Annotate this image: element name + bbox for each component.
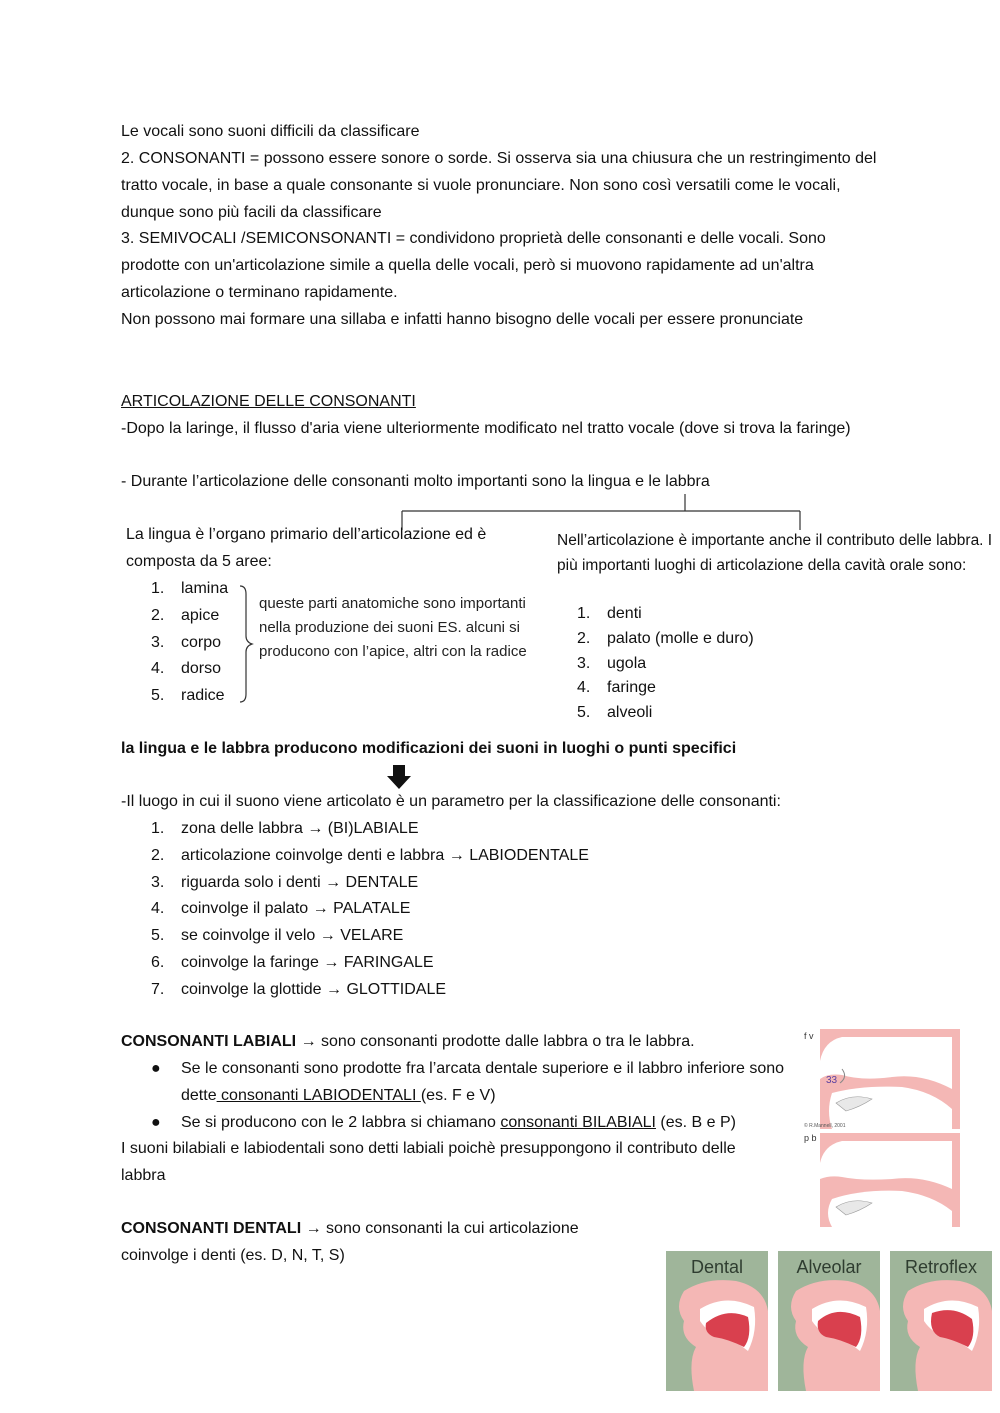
lingua-intro: La lingua è l’organo primario dell’articolazione ed è composta da 5 aree: [126, 526, 487, 570]
labbra-places-list [547, 602, 847, 726]
articolazione-point-1: -Dopo la laringe, il flusso d'aria viene ulteriormente modificato nel tratto vocale (dove si trova la faringe) [121, 420, 851, 437]
intro-consonanti-paragraph: 2. CONSONANTI = possono essere sonore o sorde. Si osserva sia una chiusura che un restringimento del tratto vocale, in base a quale consonante si vuole pronunciare. Non sono così versatili come le vocali, dunque sono più facili da classificare [121, 150, 877, 221]
intro-semivocali-paragraph: 3. SEMIVOCALI /SEMICONSONANTI = condividono proprietà delle consonanti e delle vocali. Sono prodotte con un'articolazione simile a quella delle vocali, però si muovono rapidamente ad un'altra articolazione o terminano rapidamente. [121, 230, 826, 301]
down-arrow-icon [386, 764, 412, 790]
panel-label-dental: Dental [690, 1257, 744, 1277]
list-item: 1. lamina [151, 580, 229, 597]
list-item: 3. riguarda solo i denti → DENTALE [151, 873, 419, 891]
fig-label-pb: p b [804, 1133, 817, 1143]
arrow-right-icon: → [326, 980, 342, 998]
labial-articulation-figure [802, 1029, 960, 1227]
lingua-areas-list [121, 576, 251, 710]
dental-alveolar-retroflex-figure [666, 1251, 992, 1391]
fig-credit: © R.Mannell, 2001 [804, 1123, 846, 1129]
labiali-definition: sono consonanti prodotte dalle labbra o tra le labbra. [321, 1033, 695, 1050]
bullet-icon: ● [151, 1060, 161, 1077]
arrow-right-icon: → [300, 1033, 317, 1050]
list-item: 3. corpo [151, 633, 222, 651]
list-item: 1. denti [577, 605, 642, 622]
panel-label-retroflex: Retroflex [904, 1257, 978, 1277]
arrow-right-icon: → [325, 873, 342, 891]
dentali-definition: sono consonanti la cui articolazione coinvolge i denti (es. D, N, T, S) [121, 1220, 579, 1264]
brace-note: queste parti anatomiche sono importanti nella produzione dei suoni ES. alcuni si producono con l’apice, altri con la radice [259, 595, 527, 660]
arrow-right-icon: → [323, 953, 340, 971]
arrow-right-icon: → [312, 900, 329, 918]
labiali-heading: CONSONANTI LABIALI [121, 1033, 297, 1050]
panel-label-alveolar: Alveolar [796, 1257, 862, 1277]
list-item: 3. ugola [577, 654, 647, 672]
dentali-heading: CONSONANTI DENTALI [121, 1220, 302, 1237]
connector-lines [0, 0, 1000, 560]
list-item: 2. articolazione coinvolge denti e labbra → LABIODENTALE [151, 846, 589, 864]
intro-vowels-line: Le vocali sono suoni difficili da classificare [121, 123, 420, 140]
list-item: 4. faringe [577, 679, 656, 697]
arrow-right-icon: → [319, 927, 336, 945]
bullet-icon: ● [151, 1113, 161, 1131]
list-item: 4. coinvolge il palato → PALATALE [151, 900, 411, 918]
list-item: 1. zona delle labbra → (BI)LABIALE [151, 820, 419, 837]
dentali-paragraph [121, 1216, 621, 1270]
labiali-note: I suoni bilabiali e labiodentali sono detti labiali poichè presuppongono il contributo delle labbra [121, 1140, 736, 1184]
labbra-intro: Nell’articolazione è importante anche il contributo delle labbra. I più importanti luoghi di articolazione della cavità orale sono: [557, 532, 993, 574]
articolazione-point-2: - Durante l’articolazione delle consonanti molto importanti sono la lingua e le labbra [121, 473, 710, 490]
arrow-right-icon: → [448, 846, 465, 864]
arrow-right-icon: → [307, 820, 324, 837]
list-item: 2. apice [151, 606, 220, 624]
list-item: 2. palato (molle e duro) [577, 629, 754, 647]
list-item: ● Se si producono con le 2 labbra si chiamano consonanti BILABIALI (es. B e P) [121, 1110, 791, 1137]
panel-dental [666, 1251, 768, 1391]
summary-line: la lingua e le labbra producono modificazioni dei suoni in luoghi o punti specifici [121, 740, 737, 757]
list-item: 5. se coinvolge il velo → VELARE [151, 927, 404, 945]
labiali-paragraph [121, 1029, 791, 1056]
panel-retroflex [890, 1251, 992, 1391]
labiali-bullets [121, 1056, 791, 1136]
articolazione-heading: ARTICOLAZIONE DELLE CONSONANTI [121, 393, 416, 410]
fig-label-fv: f v [804, 1031, 814, 1041]
luogo-list [121, 816, 821, 1004]
arrow-right-icon: → [305, 1220, 322, 1237]
list-item: 7. coinvolge la glottide → GLOTTIDALE [151, 980, 447, 998]
luogo-intro: -Il luogo in cui il suono viene articolato è un parametro per la classificazione delle consonanti: [121, 793, 781, 810]
list-item: 5. alveoli [577, 704, 653, 722]
curly-brace-icon [236, 584, 256, 704]
list-item: 4. dorso [151, 660, 222, 678]
intro-sillaba-paragraph: Non possono mai formare una sillaba e infatti hanno bisogno delle vocali per essere pronunciate [121, 311, 804, 328]
panel-alveolar [778, 1251, 880, 1391]
list-item: ● Se le consonanti sono prodotte fra l’arcata dentale superiore e il labbro inferiore sono dette consonanti LABIODENTALI (es. F e V) [121, 1056, 791, 1110]
list-item: 6. coinvolge la faringe → FARINGALE [151, 953, 434, 971]
list-item: 5. radice [151, 687, 225, 705]
fig-number: 33 [826, 1075, 838, 1086]
